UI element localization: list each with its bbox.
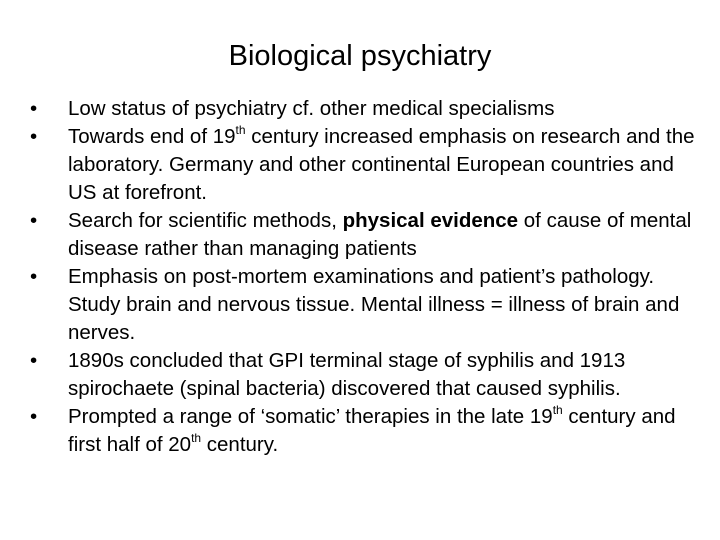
bullet-text: [68, 123, 695, 207]
superscript: th: [235, 123, 246, 137]
text-run: Towards end of 19: [68, 125, 236, 148]
bullet-text: Emphasis on post-mortem examinations and patient’s pathology. Study brain and nervous tissue. Mental illness = illness of brain and nerves.: [68, 265, 680, 344]
text-run: century.: [201, 433, 279, 456]
bullet-item: [30, 263, 695, 347]
text-run: Prompted a range of ‘somatic’ therapies in the late 19: [68, 405, 553, 428]
slide-title: Biological psychiatry: [228, 40, 492, 72]
bullet-text: [68, 207, 695, 263]
bullet-item: [30, 207, 695, 263]
bullet-icon: •: [30, 265, 38, 288]
bullet-icon: •: [30, 97, 38, 120]
text-run: of cause of mental disease rather than managing patients: [68, 209, 692, 260]
bullet-icon: •: [30, 349, 38, 372]
bold-emphasis: physical evidence: [342, 209, 519, 232]
bullet-text: Low status of psychiatry cf. other medical specialisms: [68, 97, 555, 120]
bullet-icon: •: [30, 125, 38, 148]
superscript: th: [552, 403, 563, 417]
bullet-list: [30, 95, 695, 459]
bullet-icon: •: [30, 209, 38, 232]
text-run: century and first half of 20: [68, 405, 676, 456]
bullet-item: [30, 347, 695, 403]
bullet-text: 1890s concluded that GPI terminal stage of syphilis and 1913 spirochaete (spinal bacteria) discovered that caused syphilis.: [68, 349, 626, 400]
bullet-item: [30, 403, 695, 459]
text-run: century increased emphasis on research and the laboratory. Germany and other continental European countries and US at forefront.: [68, 125, 695, 204]
text-run: Search for scientific methods,: [68, 209, 343, 232]
bullet-item: [30, 123, 695, 207]
bullet-item: [30, 95, 695, 123]
bullet-text: [68, 403, 695, 459]
superscript: th: [191, 431, 202, 445]
bullet-icon: •: [30, 405, 38, 428]
